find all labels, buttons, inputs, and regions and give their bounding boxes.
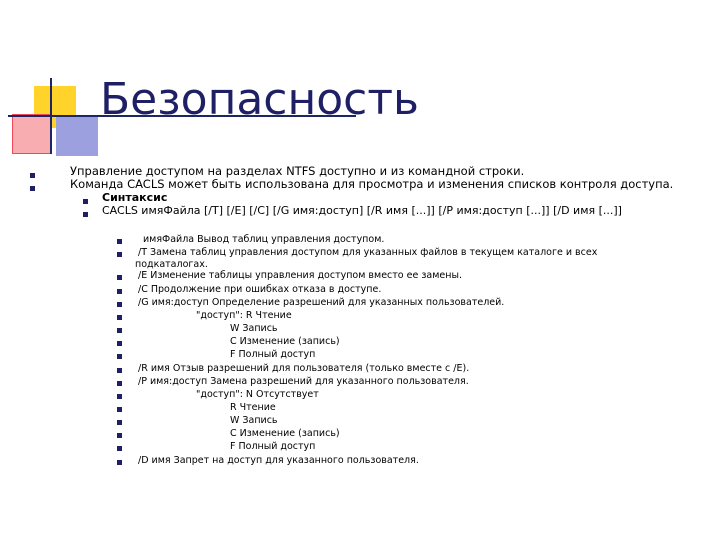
param-line: F Полный доступ	[230, 441, 316, 452]
decor-red-square	[12, 114, 52, 154]
param-line: /C Продолжение при ошибках отказа в доступе.	[138, 284, 382, 295]
bullet-icon	[117, 394, 122, 399]
bullet-icon	[117, 239, 122, 244]
param-line: "доступ": R Чтение	[196, 310, 292, 321]
param-line: /P имя:доступ Замена разрешений для указанного пользователя.	[138, 376, 469, 387]
bullet-icon	[117, 328, 122, 333]
param-line: подкаталогах.	[135, 259, 208, 270]
bullet-icon	[117, 460, 122, 465]
bullet-icon	[117, 341, 122, 346]
syntax-heading: Синтаксис	[102, 191, 168, 204]
bullet-icon	[117, 368, 122, 373]
bullet-icon	[117, 252, 122, 257]
bullet-icon	[117, 275, 122, 280]
bullet-icon	[117, 407, 122, 412]
param-line: W Запись	[230, 415, 278, 426]
param-line: "доступ": N Отсутствует	[196, 389, 319, 400]
param-line: /E Изменение таблицы управления доступом вместо ее замены.	[138, 270, 462, 281]
bullet-icon	[83, 212, 88, 217]
bullet-icon	[117, 433, 122, 438]
decor-blue-square	[56, 116, 98, 156]
bullet-icon	[117, 420, 122, 425]
param-line: /G имя:доступ Определение разрешений для указанных пользователей.	[138, 297, 505, 308]
param-line: F Полный доступ	[230, 349, 316, 360]
syntax-line: CACLS имяФайла [/T] [/E] [/C] [/G имя:доступ] [/R имя [...]] [/P имя:доступ [...]] [/D имя [...]]	[102, 204, 622, 217]
bullet-icon	[117, 446, 122, 451]
bullet-icon	[117, 289, 122, 294]
body-line: Команда CACLS может быть использована для просмотра и изменения списков контроля доступа.	[70, 177, 674, 191]
param-line: W Запись	[230, 323, 278, 334]
bullet-icon	[117, 354, 122, 359]
param-line: /R имя Отзыв разрешений для пользователя (только вместе с /E).	[138, 363, 470, 374]
param-line: C Изменение (запись)	[230, 336, 340, 347]
bullet-icon	[117, 381, 122, 386]
slide-title: Безопасность	[100, 74, 419, 125]
param-line: C Изменение (запись)	[230, 428, 340, 439]
bullet-icon	[117, 315, 122, 320]
bullet-icon	[83, 199, 88, 204]
body-line: Управление доступом на разделах NTFS доступно и из командной строки.	[70, 164, 525, 178]
param-line: имяФайла Вывод таблиц управления доступом.	[143, 234, 385, 245]
param-line: /T Замена таблиц управления доступом для указанных файлов в текущем каталоге и всех	[138, 247, 598, 258]
bullet-icon	[30, 173, 35, 178]
param-line: /D имя Запрет на доступ для указанного пользователя.	[138, 455, 419, 466]
bullet-icon	[117, 302, 122, 307]
bullet-icon	[30, 186, 35, 191]
param-line: R Чтение	[230, 402, 276, 413]
